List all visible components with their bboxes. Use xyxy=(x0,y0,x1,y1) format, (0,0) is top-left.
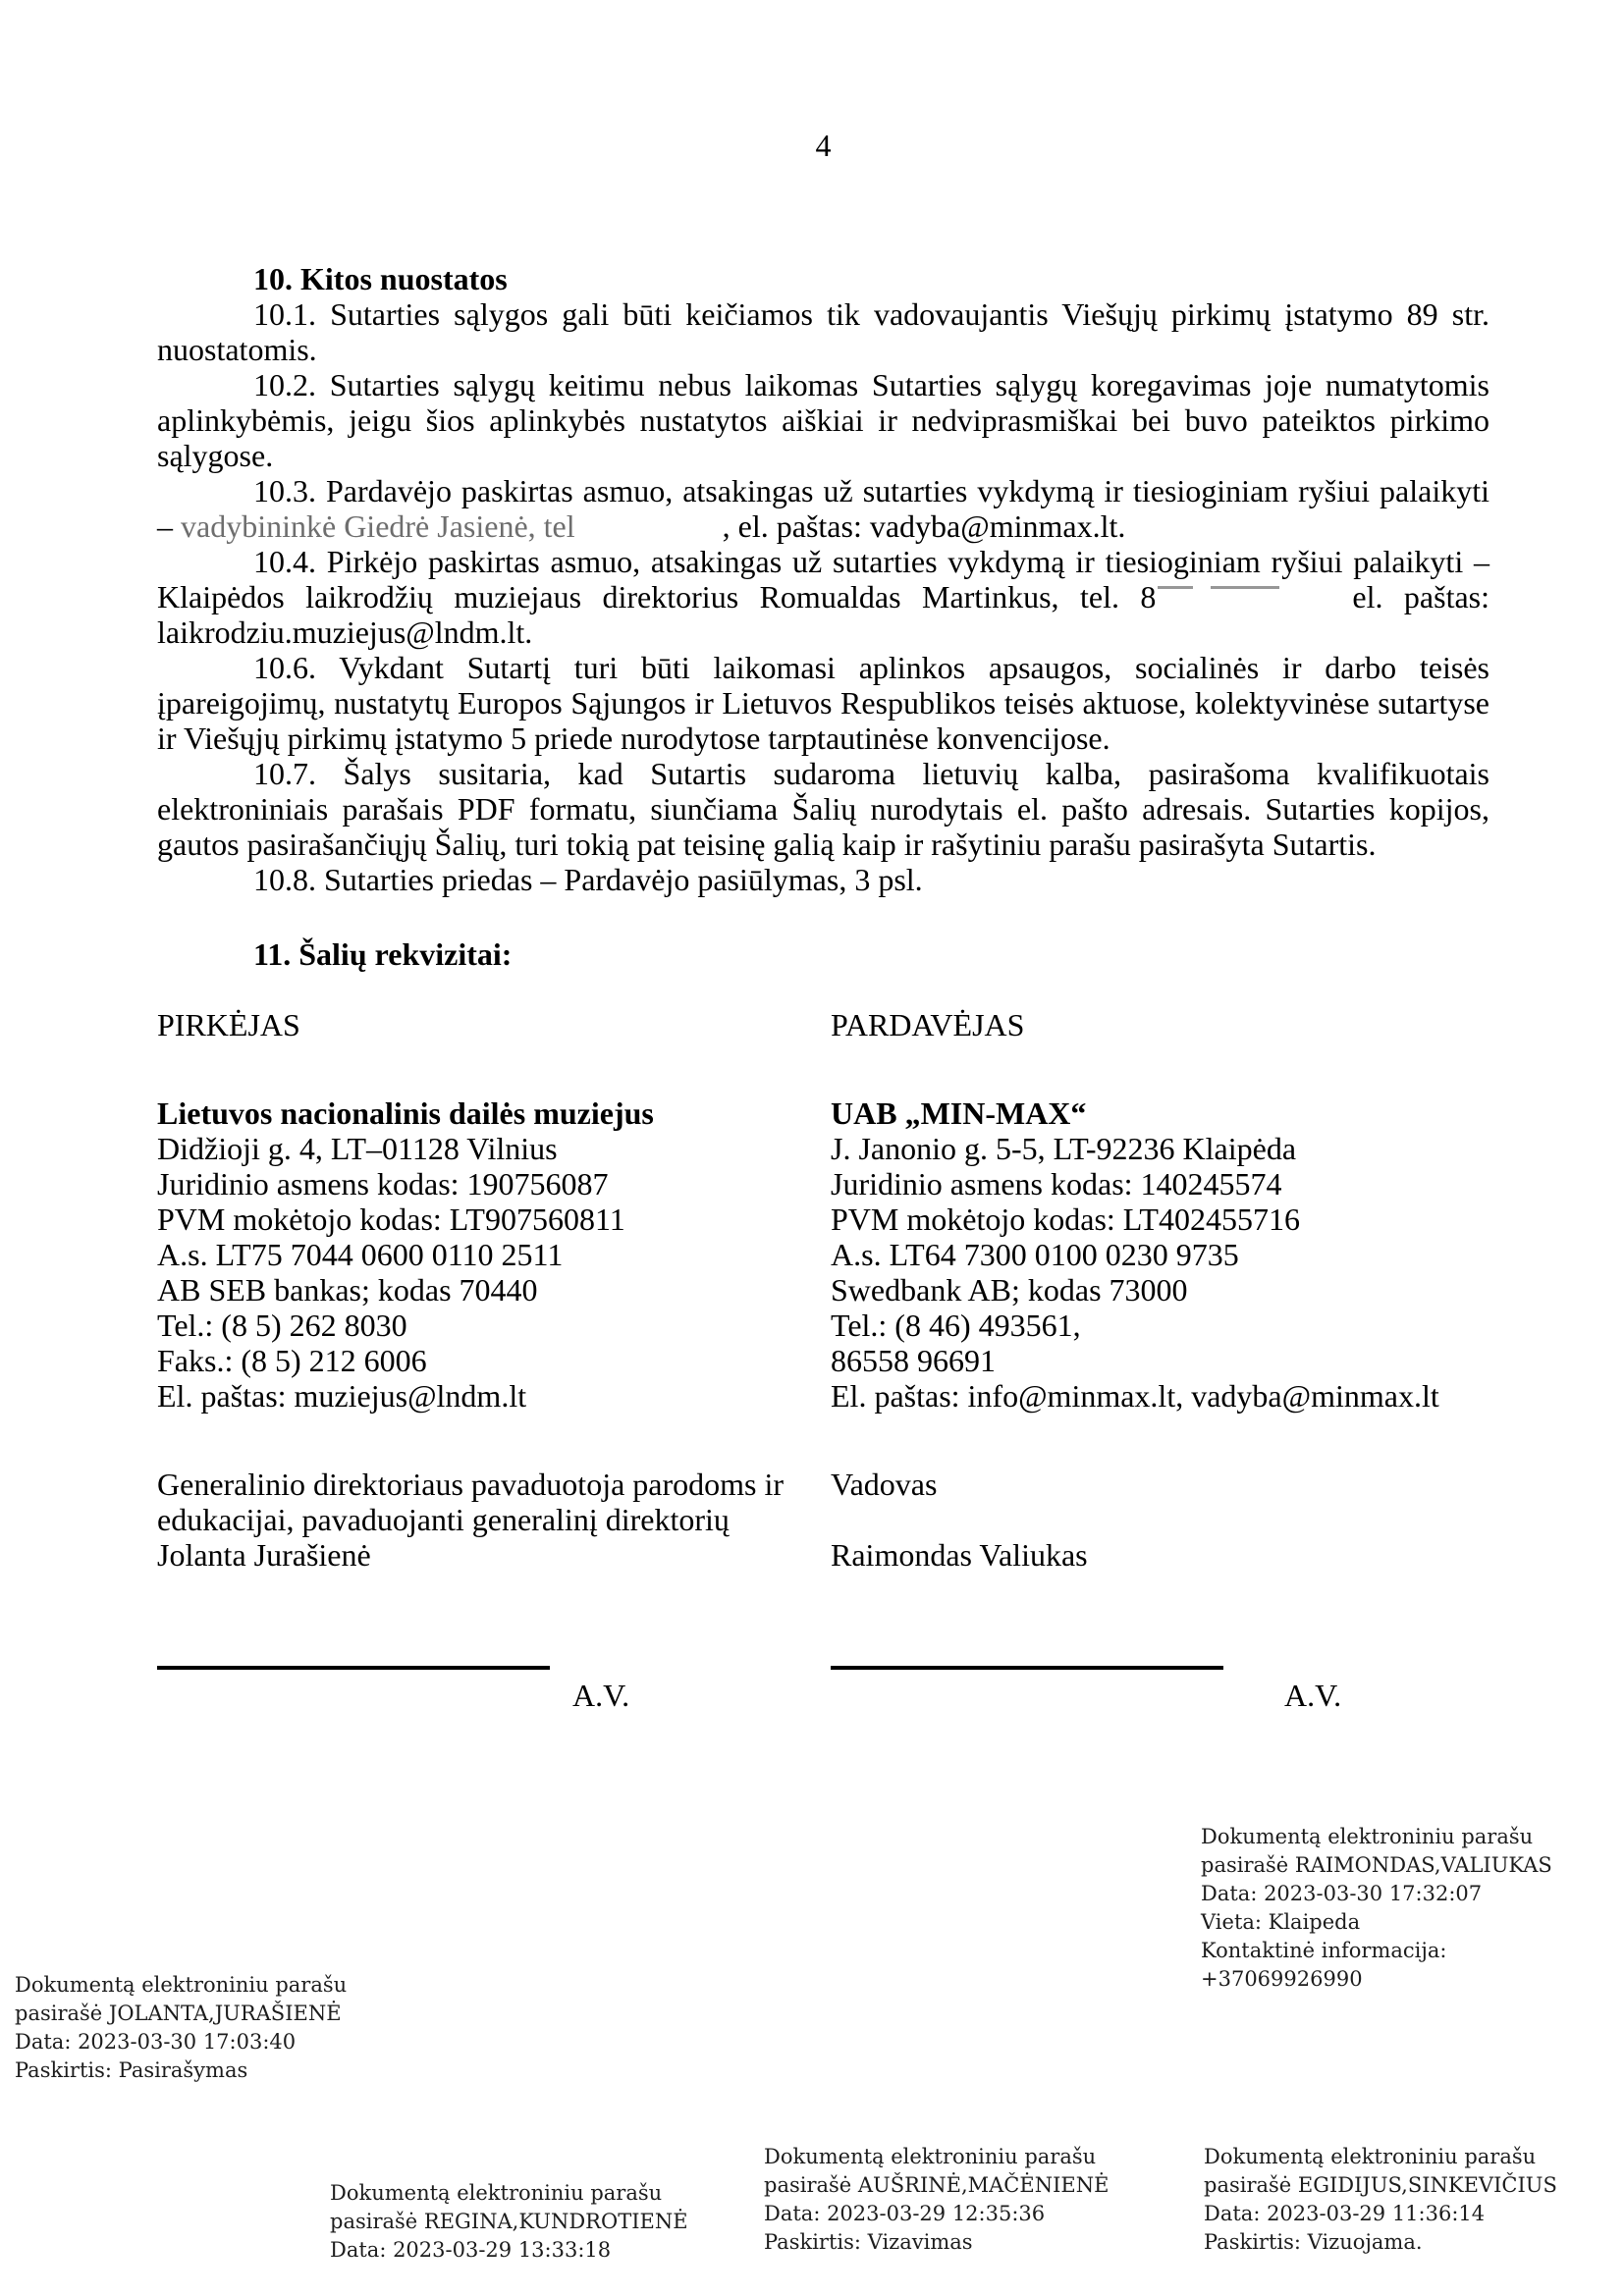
paragraph-10-3 xyxy=(157,473,1489,544)
buyer-phone: Tel.: (8 5) 262 8030 xyxy=(157,1308,407,1343)
paragraph-10-4-text: 10.4. Pirkėjo paskirtas asmuo, atsakingas už sutarties vykdymą ir tiesioginiam ryšiui palaikyti – Klaipėdos laikrodžių muziejaus direktorius Romualdas Martinkus, tel. 8 xyxy=(157,544,1489,614)
paragraph-10-4 xyxy=(157,544,1489,650)
esignature-line: Dokumentą elektroniniu parašu xyxy=(1201,1825,1534,1848)
seller-vat-code: PVM mokėtojo kodas: LT402455716 xyxy=(831,1201,1300,1237)
esignature-line: Data: 2023-03-30 17:03:40 xyxy=(15,2030,297,2054)
paragraph-10-8: 10.8. Sutarties priedas – Pardavėjo pasiūlymas, 3 psl. xyxy=(253,862,923,897)
seller-phone-2: 86558 96691 xyxy=(831,1343,996,1378)
esignature-line: pasirašė AUŠRINĖ,MAČĖNIENĖ xyxy=(764,2173,1110,2197)
seller-signatory-name: Raimondas Valiukas xyxy=(831,1537,1088,1573)
esignature-block-regina-kundrotiene xyxy=(330,2179,688,2265)
seller-label: PARDAVĖJAS xyxy=(831,1007,1025,1042)
buyer-email: El. paštas: muziejus@lndm.lt xyxy=(157,1378,527,1414)
esignature-block-jolanta-jurasiene xyxy=(15,1971,347,2085)
paragraph-10-2: 10.2. Sutarties sąlygų keitimu nebus laikomas Sutarties sąlygų koregavimas joje numatytomis aplinkybėmis, jeigu šios aplinkybės nustatytos aiškiai ir nedviprasmiškai bei buvo pateiktos pirkimo sąlygose. xyxy=(157,367,1489,473)
paragraph-10-3-text: 10.3. Pardavėjo paskirtas asmuo, atsakingas už sutarties vykdymą ir tiesioginiam ryšiui palaikyti – xyxy=(157,473,1489,544)
seller-name: UAB „MIN-MAX“ xyxy=(831,1095,1087,1131)
buyer-bank: AB SEB bankas; kodas 70440 xyxy=(157,1272,538,1308)
seller-seal-label: A.V. xyxy=(1284,1678,1342,1713)
esignature-line: Vieta: Klaipeda xyxy=(1201,1910,1361,1934)
buyer-fax: Faks.: (8 5) 212 6006 xyxy=(157,1343,427,1378)
party-requisites-row xyxy=(157,1095,1489,1414)
buyer-signature-line xyxy=(157,1666,550,1670)
seller-email: El. paštas: info@minmax.lt, vadyba@minmax.lt xyxy=(831,1378,1439,1414)
esignature-line: pasirašė JOLANTA,JURAŠIENĖ xyxy=(15,2002,342,2025)
seller-requisites xyxy=(831,1095,1489,1414)
buyer-requisites xyxy=(157,1095,831,1414)
buyer-signatory xyxy=(157,1467,831,1573)
section-10-heading: 10. Kitos nuostatos xyxy=(253,261,508,296)
esignature-line: Paskirtis: Vizuojama. xyxy=(1204,2230,1423,2254)
document-body xyxy=(157,128,1489,1713)
esignature-line: pasirašė RAIMONDAS,VALIUKAS xyxy=(1201,1853,1552,1877)
buyer-signature-area xyxy=(157,1666,831,1713)
seller-signature-line xyxy=(831,1666,1223,1670)
esignature-line: Data: 2023-03-29 12:35:36 xyxy=(764,2202,1046,2225)
seller-signatory xyxy=(831,1467,1489,1573)
signature-line-row xyxy=(157,1666,1489,1713)
esignature-block-egidijus-sinkevicius xyxy=(1204,2143,1557,2257)
seller-signature-area xyxy=(831,1666,1489,1713)
esignature-line: Dokumentą elektroniniu parašu xyxy=(15,1973,348,1997)
party-labels-row xyxy=(157,1007,1489,1042)
signatory-row xyxy=(157,1467,1489,1573)
esignature-block-raimondas-valiukas xyxy=(1201,1823,1552,1994)
buyer-label: PIRKĖJAS xyxy=(157,1007,300,1042)
buyer-legal-code: Juridinio asmens kodas: 190756087 xyxy=(157,1166,609,1201)
seller-account: A.s. LT64 7300 0100 0230 9735 xyxy=(831,1237,1239,1272)
buyer-account: A.s. LT75 7044 0600 0110 2511 xyxy=(157,1237,564,1272)
esignature-line: Data: 2023-03-29 13:33:18 xyxy=(330,2238,612,2262)
buyer-seal-label: A.V. xyxy=(572,1678,630,1713)
buyer-signatory-name: Jolanta Jurašienė xyxy=(157,1537,371,1573)
esignature-line: pasirašė REGINA,KUNDROTIENĖ xyxy=(330,2210,688,2233)
esignature-line: Dokumentą elektroniniu parašu xyxy=(1204,2145,1537,2168)
seller-bank: Swedbank AB; kodas 73000 xyxy=(831,1272,1188,1308)
buyer-vat-code: PVM mokėtojo kodas: LT907560811 xyxy=(157,1201,625,1237)
paragraph-10-6: 10.6. Vykdant Sutartį turi būti laikomasi aplinkos apsaugos, socialinės ir darbo teisės įpareigojimų, nustatytų Europos Sąjungos ir Lietuvos Respublikos teisės aktuose, kolektyvinėse sutartyse ir Viešųjų pirkimų įstatymo 5 priede nurodytose tarptautinėse konvencijose. xyxy=(157,650,1489,756)
esignature-line: Data: 2023-03-30 17:32:07 xyxy=(1201,1882,1483,1905)
contact-person-seller: vadybininkė Giedrė Jasienė, tel xyxy=(181,508,575,544)
esignature-line: Paskirtis: Vizavimas xyxy=(764,2230,973,2254)
esignature-line: Kontaktinė informacija: xyxy=(1201,1939,1447,1962)
esignature-line: +37069926990 xyxy=(1201,1967,1363,1991)
esignature-line: Dokumentą elektroniniu parašu xyxy=(330,2181,663,2205)
esignature-line: Data: 2023-03-29 11:36:14 xyxy=(1204,2202,1486,2225)
esignature-block-ausrine-maceniene xyxy=(764,2143,1109,2257)
seller-address: J. Janonio g. 5-5, LT-92236 Klaipėda xyxy=(831,1131,1297,1166)
page-number: 4 xyxy=(815,128,832,163)
paragraph-10-1: 10.1. Sutarties sąlygos gali būti keičiamos tik vadovaujantis Viešųjų pirkimų įstatymo 89 str. nuostatomis. xyxy=(157,296,1489,367)
buyer-address: Didžioji g. 4, LT–01128 Vilnius xyxy=(157,1131,558,1166)
section-11-heading: 11. Šalių rekvizitai: xyxy=(253,936,513,972)
paragraph-10-3-end: , el. paštas: vadyba@minmax.lt. xyxy=(722,508,1126,544)
buyer-signatory-role: Generalinio direktoriaus pavaduotoja parodoms ir edukacijai, pavaduojanti generalinį direktorių xyxy=(157,1467,785,1537)
esignature-line: Paskirtis: Pasirašymas xyxy=(15,2058,248,2082)
paragraph-10-4-end: el. paštas: laikrodziu.muziejus@lndm.lt. xyxy=(157,579,1490,650)
seller-phone: Tel.: (8 46) 493561, xyxy=(831,1308,1081,1343)
seller-legal-code: Juridinio asmens kodas: 140245574 xyxy=(831,1166,1282,1201)
esignature-line: Dokumentą elektroniniu parašu xyxy=(764,2145,1097,2168)
esignature-line: pasirašė EGIDIJUS,SINKEVIČIUS xyxy=(1204,2173,1557,2197)
buyer-name: Lietuvos nacionalinis dailės muziejus xyxy=(157,1095,654,1131)
paragraph-10-7: 10.7. Šalys susitaria, kad Sutartis sudaroma lietuvių kalba, pasirašoma kvalifikuotais elektroniniais parašais PDF formatu, siunčiama Šalių nurodytais el. pašto adresais. Sutarties kopijos, gautos pasirašančiųjų Šalių, turi tokią pat teisinę galią kaip ir rašytiniu parašu pasirašyta Sutartis. xyxy=(157,756,1489,862)
seller-signatory-role: Vadovas xyxy=(831,1467,938,1502)
